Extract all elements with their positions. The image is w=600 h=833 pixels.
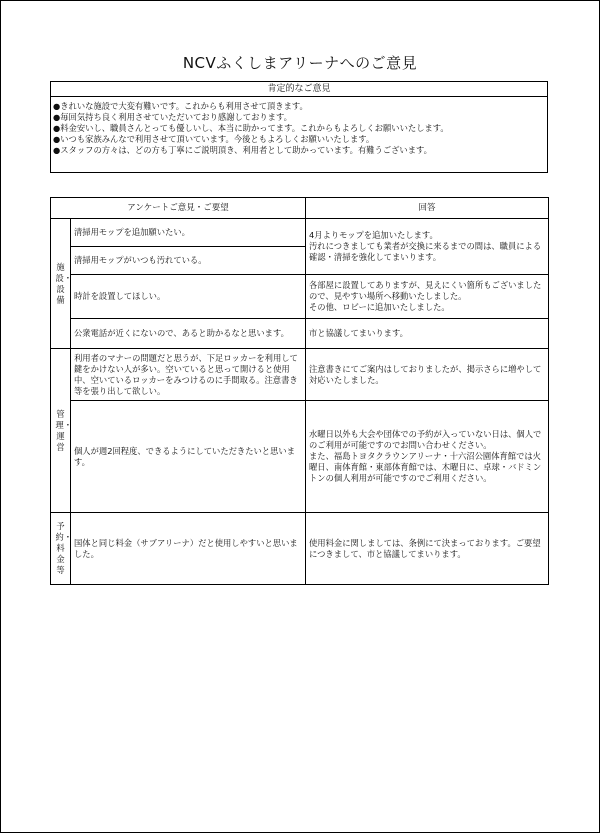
table-row: [51, 275, 549, 319]
positive-feedback-item: ● スタッフの方々は、どの方も丁寧にご説明頂き、利用者として助かっています。有難うございます。: [53, 145, 547, 156]
response-cell: 市と協議してまいります。: [306, 319, 549, 349]
category-cell-management: [51, 349, 71, 513]
request-cell: 国体と同じ料金（サブアリーナ）だと使用しやすいと思いました。: [71, 513, 306, 585]
page-title: NCVふくしまアリーナへのご意見: [182, 54, 418, 72]
request-column-header: アンケートご意見・ご要望: [51, 198, 306, 219]
positive-feedback-heading: 肯定的なご意見: [51, 82, 547, 97]
table-row: [51, 401, 549, 513]
request-cell: 清掃用モップを追加願いたい。: [71, 219, 306, 247]
positive-feedback-item: ● 毎回気持ち良く利用させていただいており感謝しております。: [53, 112, 547, 123]
table-row: [51, 219, 549, 247]
request-cell: 清掃用モップがいつも汚れている。: [71, 247, 306, 275]
table-row: [51, 349, 549, 401]
positive-feedback-box: [50, 81, 548, 173]
table-row: [51, 513, 549, 585]
response-cell: 水曜日以外も大会や団体での予約が入っていない日は、個人でのご利用が可能ですのでお問い合わせください。 また、福島トヨタクラウンアリーナ・十六沼公園体育館では火曜日、南体育館・東部体育館では、木曜日に、卓球・バドミントンの個人利用が可能ですのでご利用ください。: [306, 401, 549, 513]
table-header-row: [51, 198, 549, 219]
request-cell: 公衆電話が近くにないので、あると助かるなと思います。: [71, 319, 306, 349]
table-row: [51, 319, 549, 349]
positive-feedback-item: ● いつも家族みんなで利用させて頂いています。今後ともよろしくお願いいたします。: [53, 134, 547, 145]
response-cell: 使用料金に関しましては、条例にて決まっております。ご要望につきまして、市と協議してまいります。: [306, 513, 549, 585]
response-column-header: 回答: [306, 198, 549, 219]
positive-feedback-list: [51, 97, 547, 156]
category-label: 管理・運営: [55, 408, 73, 452]
response-cell: 4月よりモップを追加いたします。 汚れにつきましても業者が交換に来るまでの間は、職員による確認・清掃を強化してまいります。: [306, 219, 549, 275]
request-cell: 個人が週2回程度、できるようにしていただきたいと思います。: [71, 401, 306, 513]
category-label: 施設・設備: [55, 261, 73, 305]
category-cell-reservation: [51, 513, 71, 585]
request-cell: 利用者のマナーの問題だと思うが、下足ロッカーを利用して鍵をかけない人が多い。空いていると思って開けると使用中、空いているロッカーをみつけるのに手間取る。注意書き等を張り出して欲しい。: [71, 349, 306, 401]
response-cell: 各部屋に設置してありますが、見えにくい箇所もございましたので、見やすい場所へ移動いたしました。 その他、ロビーに追加いたしました。: [306, 275, 549, 319]
feedback-response-table: [50, 197, 549, 585]
category-cell-facilities: [51, 219, 71, 349]
positive-feedback-item: ● 料金安いし、職員さんとっても優しいし、本当に助かってます。これからもよろしくお願いいたします。: [53, 123, 547, 134]
category-label: 予約・料金等: [55, 521, 73, 575]
positive-feedback-item: ● きれいな施設で大変有難いです。これからも利用させて頂きます。: [53, 101, 547, 112]
response-cell: 注意書きにてご案内はしておりましたが、掲示さらに増やして対応いたしました。: [306, 349, 549, 401]
request-cell: 時計を設置してほしい。: [71, 275, 306, 319]
